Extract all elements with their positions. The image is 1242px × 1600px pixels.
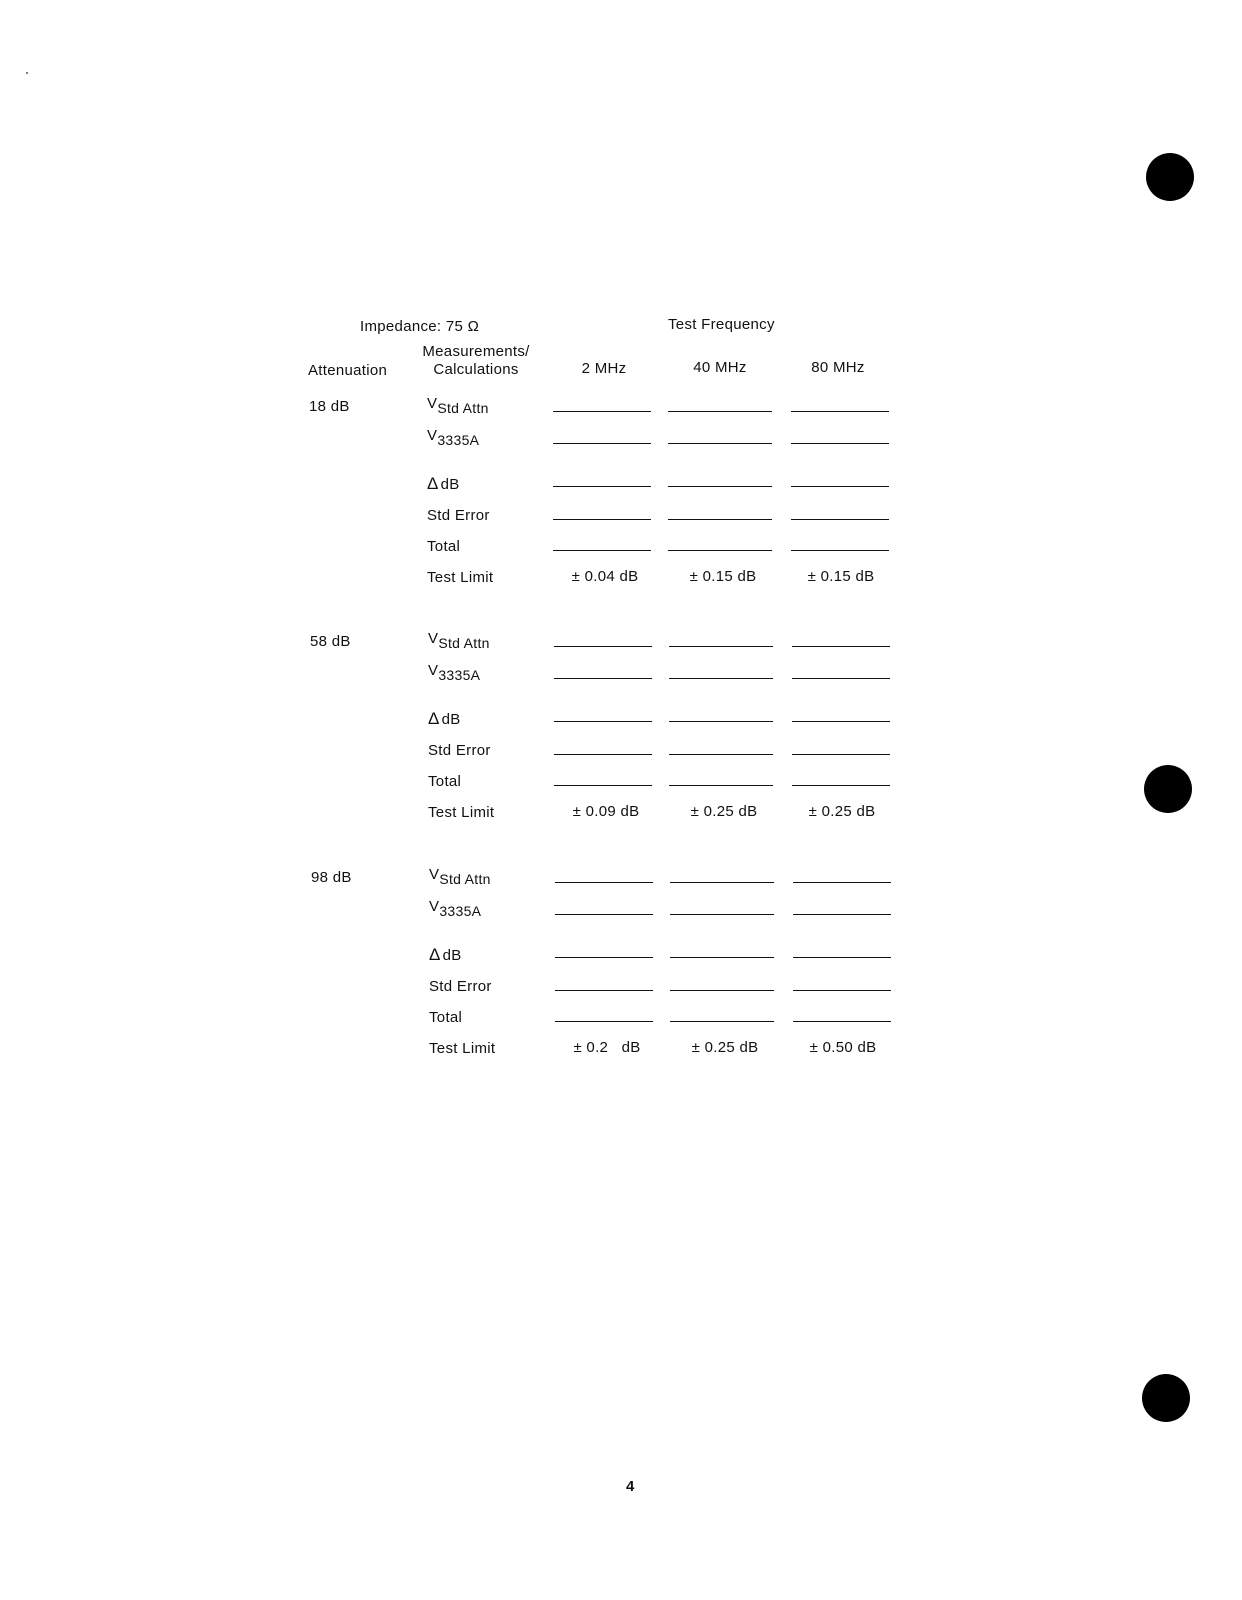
scan-speck <box>26 72 28 74</box>
measurement-entry-blank[interactable] <box>793 990 891 991</box>
total-label: Total <box>429 1009 463 1026</box>
measurement-entry-blank[interactable] <box>553 443 651 444</box>
voltage-subscript: Std Attn <box>437 400 489 416</box>
voltage-symbol: V <box>429 898 440 915</box>
total-label: Total <box>427 538 461 555</box>
frequency-header-40mhz: 40 MHz <box>693 359 747 376</box>
v-std-attn-label <box>428 630 490 651</box>
measurement-entry-blank[interactable] <box>555 957 653 958</box>
measurement-entry-blank[interactable] <box>670 990 774 991</box>
test-limit-value: ± 0.15 dB <box>689 568 757 585</box>
measurement-entry-blank[interactable] <box>554 785 652 786</box>
attenuation-value: 18 dB <box>309 398 350 415</box>
delta-db-label <box>428 709 461 729</box>
delta-db-label <box>427 474 460 494</box>
frequency-header-2mhz: 2 MHz <box>581 360 627 377</box>
measurement-entry-blank[interactable] <box>670 957 774 958</box>
attenuation-value: 58 dB <box>310 633 351 650</box>
test-limit-value: ± 0.50 dB <box>809 1039 877 1056</box>
measurement-entry-blank[interactable] <box>554 678 652 679</box>
test-limit-label: Test Limit <box>429 1040 496 1057</box>
measurements-column-header-line1: Measurements/ <box>422 343 530 360</box>
measurement-entry-blank[interactable] <box>554 646 652 647</box>
voltage-subscript: Std Attn <box>439 871 491 887</box>
delta-db-label <box>429 945 462 965</box>
measurement-entry-blank[interactable] <box>791 519 889 520</box>
voltage-symbol: V <box>427 427 438 444</box>
measurement-entry-blank[interactable] <box>670 1021 774 1022</box>
test-limit-label: Test Limit <box>428 804 495 821</box>
measurement-entry-blank[interactable] <box>792 646 890 647</box>
measurement-entry-blank[interactable] <box>791 411 889 412</box>
voltage-subscript: 3335A <box>437 432 480 448</box>
measurement-entry-blank[interactable] <box>669 646 773 647</box>
voltage-subscript: Std Attn <box>438 635 490 651</box>
v-3335a-label <box>429 898 482 919</box>
delta-unit: dB <box>442 947 462 964</box>
test-limit-value: ± 0.25 dB <box>691 1039 759 1056</box>
frequency-header-80mhz: 80 MHz <box>811 359 865 376</box>
measurement-entry-blank[interactable] <box>792 785 890 786</box>
test-frequency-label: Test Frequency <box>668 316 775 333</box>
measurement-entry-blank[interactable] <box>669 754 773 755</box>
measurement-entry-blank[interactable] <box>792 721 890 722</box>
voltage-symbol: V <box>428 662 439 679</box>
measurement-entry-blank[interactable] <box>669 785 773 786</box>
measurement-entry-blank[interactable] <box>791 550 889 551</box>
attenuation-value: 98 dB <box>311 869 352 886</box>
binder-hole-middle <box>1144 765 1192 813</box>
v-3335a-label <box>428 662 481 683</box>
test-limit-value: ± 0.25 dB <box>690 803 758 820</box>
measurement-entry-blank[interactable] <box>668 411 772 412</box>
v-std-attn-label <box>429 866 491 887</box>
measurement-entry-blank[interactable] <box>668 550 772 551</box>
test-limit-value: ± 0.15 dB <box>807 568 875 585</box>
measurement-entry-blank[interactable] <box>668 519 772 520</box>
measurement-entry-blank[interactable] <box>793 957 891 958</box>
measurement-entry-blank[interactable] <box>553 550 651 551</box>
measurement-entry-blank[interactable] <box>670 914 774 915</box>
impedance-label: Impedance: 75 Ω <box>360 318 480 335</box>
delta-icon: Δ <box>429 945 441 964</box>
measurement-entry-blank[interactable] <box>668 443 772 444</box>
page-number: 4 <box>626 1478 635 1495</box>
measurement-entry-blank[interactable] <box>553 486 651 487</box>
measurement-entry-blank[interactable] <box>553 519 651 520</box>
voltage-symbol: V <box>427 395 438 412</box>
measurement-entry-blank[interactable] <box>792 754 890 755</box>
delta-icon: Δ <box>427 474 439 493</box>
binder-hole-bottom <box>1142 1374 1190 1422</box>
measurement-entry-blank[interactable] <box>792 678 890 679</box>
measurement-entry-blank[interactable] <box>668 486 772 487</box>
std-error-label: Std Error <box>427 507 490 524</box>
measurement-entry-blank[interactable] <box>555 1021 653 1022</box>
test-limit-value: ± 0.09 dB <box>572 803 640 820</box>
voltage-symbol: V <box>428 630 439 647</box>
measurement-entry-blank[interactable] <box>555 914 653 915</box>
delta-unit: dB <box>440 476 460 493</box>
test-limit-value: ± 0.25 dB <box>808 803 876 820</box>
measurement-entry-blank[interactable] <box>669 678 773 679</box>
test-limit-value: ± 0.2 dB <box>573 1039 641 1056</box>
delta-icon: Δ <box>428 709 440 728</box>
measurement-entry-blank[interactable] <box>793 914 891 915</box>
std-error-label: Std Error <box>428 742 491 759</box>
voltage-subscript: 3335A <box>438 667 481 683</box>
voltage-subscript: 3335A <box>439 903 482 919</box>
measurement-entry-blank[interactable] <box>554 721 652 722</box>
test-limit-value: ± 0.04 dB <box>571 568 639 585</box>
measurement-entry-blank[interactable] <box>791 486 889 487</box>
test-limit-label: Test Limit <box>427 569 494 586</box>
voltage-symbol: V <box>429 866 440 883</box>
total-label: Total <box>428 773 462 790</box>
binder-hole-top <box>1146 153 1194 201</box>
measurement-entry-blank[interactable] <box>669 721 773 722</box>
measurement-entry-blank[interactable] <box>554 754 652 755</box>
measurement-entry-blank[interactable] <box>555 882 653 883</box>
std-error-label: Std Error <box>429 978 492 995</box>
measurement-entry-blank[interactable] <box>670 882 774 883</box>
measurement-entry-blank[interactable] <box>555 990 653 991</box>
measurements-column-header-line2: Calculations <box>433 361 519 378</box>
v-3335a-label <box>427 427 480 448</box>
delta-unit: dB <box>441 711 461 728</box>
attenuation-column-header: Attenuation <box>308 362 388 379</box>
measurement-entry-blank[interactable] <box>553 411 651 412</box>
v-std-attn-label <box>427 395 489 416</box>
measurement-entry-blank[interactable] <box>793 1021 891 1022</box>
measurement-entry-blank[interactable] <box>793 882 891 883</box>
measurement-entry-blank[interactable] <box>791 443 889 444</box>
